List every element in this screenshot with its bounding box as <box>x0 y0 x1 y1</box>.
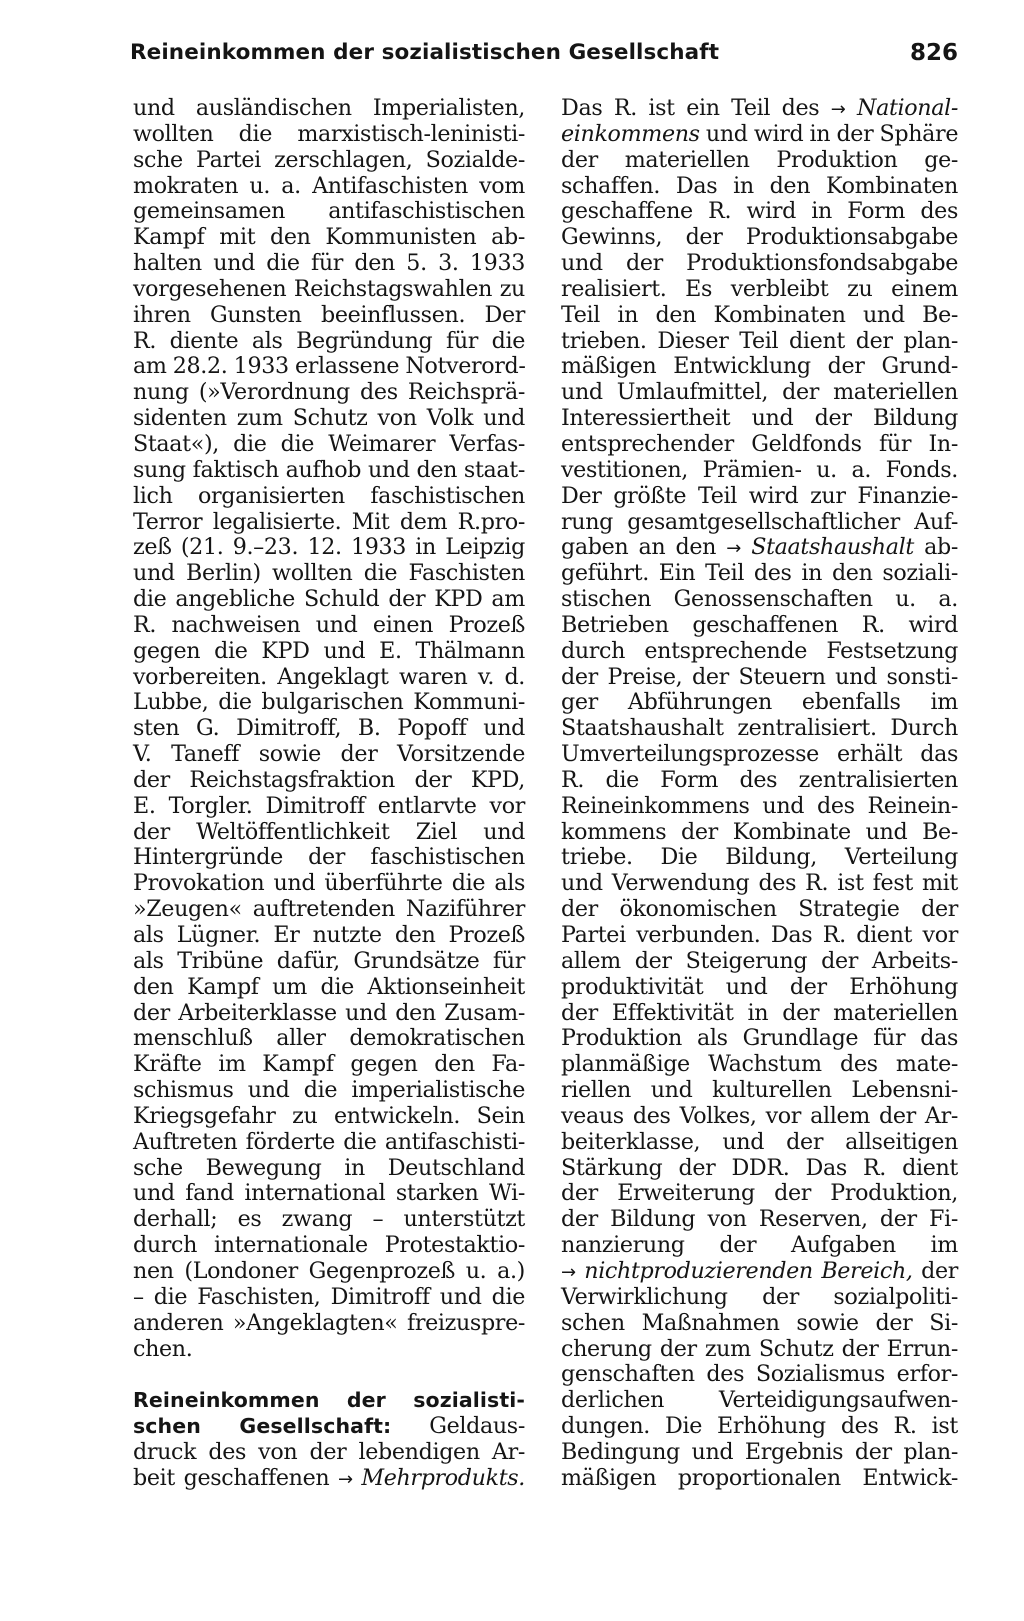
line-text: Staatshaushalt zentralisiert. Durch <box>561 715 958 742</box>
line-text: genschaften des Sozialismus erfor- <box>561 1361 958 1388</box>
line-text: kommens der Kombinate und Be- <box>561 818 958 845</box>
text-line: sung faktisch aufhob und den staat- <box>133 456 525 483</box>
text-line <box>561 1466 958 1492</box>
text-line: der Reichstagsfraktion der KPD, <box>133 766 525 793</box>
line-text: gaben an den <box>561 534 717 561</box>
text-line <box>561 845 958 871</box>
text-line <box>561 329 958 355</box>
entry-heading-line <box>133 1388 525 1414</box>
line-text: Umverteilungsprozesse erhält das <box>561 741 958 768</box>
text-line <box>561 975 958 1001</box>
line-text: und der Produktionsfondsabgabe <box>561 250 958 277</box>
text-line <box>561 174 958 200</box>
line-text: der Effektivität in der materiellen <box>561 999 958 1026</box>
line-text: und Verwendung des R. ist fest mit <box>561 870 958 897</box>
line-text: nanzierung der Aufgaben im <box>561 1232 958 1259</box>
line-text: der <box>921 1257 958 1284</box>
line-text: Produktion als Grundlage für das <box>561 1025 958 1052</box>
text-line <box>561 510 958 536</box>
text-line <box>561 122 958 148</box>
text-line: chen. <box>133 1335 193 1362</box>
text-line: und Berlin) wollten die Faschisten <box>133 560 525 587</box>
text-line <box>561 277 958 303</box>
entry-heading: schen Gesellschaft: <box>133 1414 392 1439</box>
line-text: durch entsprechende Festsetzung <box>561 637 958 664</box>
text-line <box>561 561 958 587</box>
left-column <box>133 96 525 1492</box>
line-text: triebe. Die Bildung, Verteilung <box>561 844 958 871</box>
line-text: Partei verbunden. Das R. dient vor <box>561 922 958 948</box>
text-line <box>561 303 958 329</box>
cross-reference-link: Mehrprodukts. <box>361 1464 525 1491</box>
text-line: anderen »Angeklagten« freizuspre- <box>133 1309 525 1336</box>
text-line <box>561 794 958 820</box>
text-line: sidenten zum Schutz von Volk und <box>133 405 525 432</box>
text-line: lich organisierten faschistischen <box>133 482 525 509</box>
text-line: die angebliche Schuld der KPD am <box>133 586 525 613</box>
text-line <box>561 716 958 742</box>
running-header <box>130 40 958 76</box>
line-text: dungen. Die Erhöhung des R. ist <box>561 1413 958 1440</box>
text-line: zeß (21. 9.–23. 12. 1933 in Leipzig <box>133 534 525 561</box>
text-line: ihren Gunsten beeinflussen. Der <box>133 301 525 328</box>
text-line <box>561 1026 958 1052</box>
text-line: als Lügner. Er nutzte den Prozeß <box>133 922 525 948</box>
text-line <box>561 1156 958 1182</box>
line-text: veaus des Volkes, vor allem der Ar- <box>561 1102 958 1129</box>
text-line: vorgesehenen Reichstagswahlen zu <box>133 275 525 302</box>
cross-reference-arrow-icon: → <box>726 538 742 560</box>
line-text: und wird in der Sphäre <box>705 120 959 147</box>
text-line <box>561 432 958 458</box>
text-line: menschluß aller demokratischen <box>133 1025 525 1052</box>
text-line: – die Faschisten, Dimitroff und die <box>133 1283 525 1310</box>
line-text: schen Maßnahmen sowie der Si- <box>561 1309 958 1336</box>
text-line <box>561 406 958 432</box>
text-line <box>561 639 958 665</box>
line-text: Gewinns, der Produktionsabgabe <box>561 224 958 251</box>
text-line <box>561 1001 958 1027</box>
entry-heading-line <box>133 1414 525 1440</box>
line-text: vestitionen, Prämien- u. a. Fonds. <box>561 456 958 483</box>
line-text: Stärkung der DDR. Das R. dient <box>561 1154 958 1181</box>
text-line <box>561 251 958 277</box>
text-line: und ausländischen Imperialisten, <box>133 95 525 121</box>
line-text: ab- <box>924 534 959 561</box>
text-line: durch internationale Protestaktio- <box>133 1232 525 1259</box>
line-text: produktivität und der Erhöhung <box>561 973 958 1000</box>
line-text: Bedingung und Ergebnis der plan- <box>561 1438 958 1465</box>
text-line: als Tribüne dafür, Grundsätze für <box>133 947 525 974</box>
text-line: den Kampf um die Aktionseinheit <box>133 973 525 1000</box>
text-line: mokraten u. a. Antifaschisten vom <box>133 172 525 199</box>
cross-reference-arrow-icon: → <box>337 1468 353 1490</box>
line-text: Verwirklichung der sozialpoliti- <box>561 1283 958 1310</box>
text-line <box>561 1285 958 1311</box>
line-text: Teil in den Kombinaten und Be- <box>561 301 958 328</box>
text-line: Staat«), die die Weimarer Verfas- <box>133 430 525 457</box>
text-line <box>561 949 958 975</box>
text-line: am 28.2. 1933 erlassene Notverord- <box>133 353 526 380</box>
line-text: realisiert. Es verbleibt zu einem <box>561 275 958 302</box>
entry-heading: Reineinkommen der sozialisti- <box>133 1388 525 1413</box>
text-line <box>561 1181 958 1207</box>
text-line <box>561 1104 958 1130</box>
line-text: allem der Steigerung der Arbeits- <box>561 947 958 974</box>
text-line <box>561 1259 958 1285</box>
line-text: trieben. Dieser Teil dient der plan- <box>561 327 958 354</box>
text-line <box>133 1466 525 1492</box>
text-line <box>561 897 958 923</box>
text-line <box>561 1311 958 1337</box>
cross-reference-link: nichtproduzierenden Bereich, <box>584 1257 913 1284</box>
text-line <box>561 923 958 949</box>
text-line <box>561 1130 958 1156</box>
text-line <box>561 484 958 510</box>
entry-definition-text: Geldaus- <box>429 1413 525 1440</box>
text-line: »Zeugen« auftretenden Naziführer <box>133 896 525 923</box>
text-line: Kräfte im Kampf gegen den Fa- <box>133 1051 525 1078</box>
text-line <box>561 458 958 484</box>
line-text: und Umlaufmittel, der materiellen <box>561 379 958 406</box>
text-line: Auftreten förderte die antifaschisti- <box>133 1128 525 1155</box>
text-line: Hintergründe der faschistischen <box>133 844 525 871</box>
line-text: der Erweiterung der Produktion, <box>561 1180 958 1207</box>
cross-reference-link: Staatshaushalt <box>751 534 914 561</box>
text-line <box>561 768 958 794</box>
text-line: vorbereiten. Angeklagt waren v. d. <box>133 663 525 690</box>
text-line <box>561 1440 958 1466</box>
cross-reference-arrow-icon: → <box>830 99 846 120</box>
cross-reference-link: einkommens <box>561 120 700 147</box>
text-line <box>561 1362 958 1388</box>
page-number: 826 <box>909 40 958 66</box>
text-line <box>561 665 958 691</box>
text-line: Kriegsgefahr zu entwickeln. Sein <box>133 1102 525 1129</box>
line-text: schaffen. Das in den Kombinaten <box>561 172 958 199</box>
text-line <box>561 1052 958 1078</box>
text-line <box>561 380 958 406</box>
text-line: druck des von der lebendigen Ar- <box>133 1438 525 1465</box>
text-line: sche Bewegung in Deutschland <box>133 1154 525 1181</box>
text-line: wollten die marxistisch-leninisti- <box>133 120 525 147</box>
line-text: geschaffene R. wird in Form des <box>561 198 958 225</box>
text-line <box>561 1337 958 1363</box>
text-line <box>561 148 958 174</box>
text-line: Terror legalisierte. Mit dem R.pro- <box>133 508 525 535</box>
text-line <box>561 871 958 897</box>
text-line: R. nachweisen und einen Prozeß <box>133 611 525 638</box>
text-line: Kampf mit den Kommunisten ab- <box>133 224 525 251</box>
line-text: Das R. ist ein Teil des <box>561 95 820 121</box>
text-line: gegen die KPD und E. Thälmann <box>133 637 525 664</box>
text-line <box>561 742 958 768</box>
text-line: sten G. Dimitroff, B. Popoff und <box>133 715 525 742</box>
line-text: Betrieben geschaffenen R. wird <box>561 611 958 638</box>
line-text: beiterklasse, und der allseitigen <box>561 1128 958 1155</box>
text-line <box>561 1388 958 1414</box>
line-text: der ökonomischen Strategie der <box>561 896 958 923</box>
text-line <box>561 354 958 380</box>
line-text: mäßigen proportionalen Entwick- <box>561 1464 958 1491</box>
line-text: cherung der zum Schutz der Errun- <box>561 1335 958 1362</box>
running-title: Reineinkommen der sozialistischen Gesellschaft <box>130 40 720 65</box>
text-line: schismus und die imperialistische <box>133 1077 525 1104</box>
line-text: Reineinkommens und des Reinein- <box>561 792 958 819</box>
text-line <box>561 1414 958 1440</box>
line-text: der materiellen Produktion ge- <box>561 146 958 173</box>
text-line <box>561 1078 958 1104</box>
cross-reference-arrow-icon: → <box>561 1261 576 1283</box>
line-text: rung gesamtgesellschaftlicher Auf- <box>561 508 958 535</box>
text-line: R. diente als Begründung für die <box>133 327 525 354</box>
text-line <box>561 613 958 639</box>
entry-spacer <box>133 1362 525 1388</box>
text-line <box>561 1207 958 1233</box>
line-text: ger Abführungen ebenfalls im <box>561 689 958 716</box>
line-text: Der größte Teil wird zur Finanzie- <box>561 482 958 509</box>
right-column <box>561 96 958 1492</box>
line-text: stischen Genossenschaften u. a. <box>561 586 958 613</box>
text-line: Provokation und überführte die als <box>133 870 525 897</box>
text-line: V. Taneff sowie der Vorsitzende <box>133 741 525 768</box>
line-text: mäßigen Entwicklung der Grund- <box>561 353 958 380</box>
text-line <box>561 199 958 225</box>
text-line: nung (»Verordnung des Reichsprä- <box>133 379 525 406</box>
line-text: geführt. Ein Teil des in den soziali- <box>561 560 958 587</box>
line-text: planmäßige Wachstum des mate- <box>561 1051 958 1078</box>
text-line <box>561 820 958 846</box>
line-text: derlichen Verteidigungsaufwen- <box>561 1387 958 1414</box>
cross-reference-link: National- <box>857 95 958 121</box>
text-line <box>561 535 958 561</box>
text-line <box>561 96 958 122</box>
line-text: der Bildung von Reserven, der Fi- <box>561 1206 958 1233</box>
text-line: gemeinsamen antifaschistischen <box>133 198 525 225</box>
line-text: riellen und kulturellen Lebensni- <box>561 1077 958 1104</box>
text-line <box>561 1233 958 1259</box>
text-line <box>561 690 958 716</box>
text-line: halten und die für den 5. 3. 1933 <box>133 250 525 277</box>
line-text: Interessiertheit und der Bildung <box>561 405 958 432</box>
text-line: nen (Londoner Gegenprozeß u. a.) <box>133 1257 525 1284</box>
text-line <box>561 225 958 251</box>
text-line <box>561 587 958 613</box>
text-line: Lubbe, die bulgarischen Kommuni- <box>133 689 525 716</box>
text-line: der Weltöffentlichkeit Ziel und <box>133 818 525 845</box>
text-line: derhall; es zwang – unterstützt <box>133 1206 525 1233</box>
line-text: entsprechender Geldfonds für In- <box>561 430 958 457</box>
entry-definition-text: beit geschaffenen <box>133 1464 330 1491</box>
text-line: der Arbeiterklasse und den Zusam- <box>133 999 525 1026</box>
text-line: sche Partei zerschlagen, Sozialde- <box>133 146 525 173</box>
line-text: der Preise, der Steuern und sonsti- <box>561 663 958 690</box>
text-line: E. Torgler. Dimitroff entlarvte vor <box>133 792 525 819</box>
text-line: und fand international starken Wi- <box>133 1180 525 1207</box>
line-text: R. die Form des zentralisierten <box>561 766 958 793</box>
